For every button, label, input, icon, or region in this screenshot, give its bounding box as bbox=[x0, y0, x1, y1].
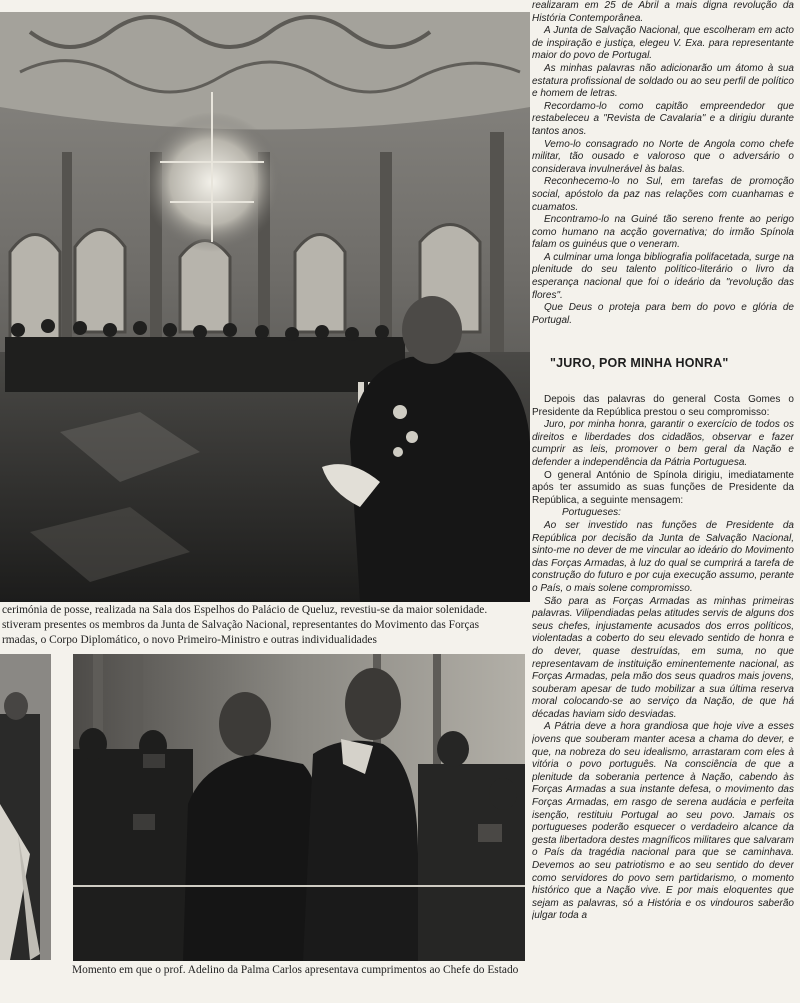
article-paragraph: O general António de Spínola dirigiu, imediatamente após ter assumido as suas funções de Presidente da República, a seguinte mensagem: bbox=[532, 469, 794, 506]
article-paragraph: Depois das palavras do general Costa Gomes o Presidente da República prestou o seu compromisso: bbox=[532, 394, 794, 418]
article-paragraph: A Junta de Salvação Nacional, que escolheram em acto de inspiração e justiça, elegeu V. Exa. para representante maior do povo de Portugal. bbox=[532, 25, 794, 62]
article-paragraph: Encontramo-lo na Guiné tão sereno frente ao perigo como humano na acção governativa; do irmão Spínola falam os guinéus que o veneram. bbox=[532, 214, 794, 251]
salutation: Portugueses: bbox=[562, 507, 621, 519]
article-paragraph: A culminar uma longa bibliografia polifacetada, surge na plenitude do seu talento político-literário o livro da esperança nacional que foi o ideário da "revolução das flores". bbox=[532, 251, 794, 301]
article-paragraph: Vemo-lo consagrado no Norte de Angola como chefe militar, tão ousado e valoroso que o adversário o considerava invulnerável às balas. bbox=[532, 138, 794, 175]
article-paragraph: Reconhecemo-lo no Sul, em tarefas de promoção social, apóstolo da paz nas relações com cuanhamas e cuamatos. bbox=[532, 176, 794, 213]
left-edge-photo bbox=[0, 654, 51, 960]
article-paragraph: Que Deus o proteja para bem do povo e glória de Portugal. bbox=[532, 302, 794, 326]
caption-line: cerimónia de posse, realizada na Sala dos Espelhos do Palácio de Queluz, revestiu-se da maior solenidade. bbox=[2, 604, 488, 616]
greeting-illustration bbox=[73, 654, 525, 961]
article-text-column bbox=[532, 0, 794, 1003]
photographer-fragment-illustration bbox=[0, 654, 51, 960]
oath-paragraph: Juro, por minha honra, garantir o exercício de todos os direitos e liberdades dos cidadãos, observar e fazer cumprir as leis, promover o bem geral da Nação e defender a independência da Pátria Portuguesa. bbox=[532, 419, 794, 468]
message-paragraph: A Pátria deve a hora grandiosa que hoje vive a esses jovens que souberam manter acesa a chama do dever, e que, na nobreza do seu idealismo, arrastaram com eles à vitória o povo português. Na consciência de que a plenitude da soberania pertence à Nação, cabendo às Forças Armadas a sua instante defesa, o movimento das Forças Armadas, em rasgo de serena audácia e perfeita isenção, restituiu Portugal ao seu povo. Jamais os portugueses poderão esquecer o verdadeiro alcance da gesta libertadora destes magníficos militares que salvaram o País da tragédia nacional para que se caminhava. Devemos ao seu patriotismo e ao seu sentido do dever como servidores do povo sem partidarismo, o momento histórico que a Nação vive. E por mais eloquentes que sejam as palavras, só a História e os vindouros saberão julgar toda a bbox=[532, 721, 794, 922]
ceremony-hall-photo bbox=[0, 12, 530, 602]
bottom-photo-caption: Momento em que o prof. Adelino da Palma Carlos apresentava cumprimentos ao Chefe do Estado bbox=[72, 964, 519, 976]
greeting-photo bbox=[73, 654, 525, 961]
ceremony-hall-illustration bbox=[0, 12, 530, 602]
main-photo-caption bbox=[2, 603, 530, 648]
section-heading: "JURO, POR MINHA HONRA" bbox=[550, 356, 729, 371]
article-paragraph: As minhas palavras não adicionarão um átomo à sua estatura profissional de soldado ou ao seu perfil de político e homem de letras. bbox=[532, 62, 794, 100]
caption-line: stiveram presentes os membros da Junta de Salvação Nacional, representantes do Movimento das Forças bbox=[2, 619, 480, 631]
article-paragraph: Recordamo-lo como capitão empreendedor que restabeleceu a "Revista de Cavalaria" e a dirigiu durante tantos anos. bbox=[532, 100, 794, 137]
article-paragraph: realizaram em 25 de Abril a mais digna revolução da História Contemporânea. bbox=[532, 0, 794, 24]
message-paragraph: São para as Forças Armadas as minhas primeiras palavras. Vilipendiadas pelas atitudes servis de alguns dos seus chefes, injustamente acusados dos erros políticos, violentadas a coberto do seu elevado sentido de honra e do dever, quase destruídas, em suma, no que representavam de instituição eminentemente nacional, as Forças Armadas, pela mão dos seus quadros mais jovens, souberam apesar de tudo mobilizar a sua última reserva moral colocando-se ao serviço da Nação, de que há décadas haviam sido desviadas. bbox=[532, 595, 794, 720]
caption-line: rmadas, o Corpo Diplomático, o novo Primeiro-Ministro e outras individualidades bbox=[2, 634, 377, 646]
message-paragraph: Ao ser investido nas funções de Presidente da República por decisão da Junta de Salvação Nacional, sinto-me no dever de me vincular ao ideário do Movimento das Forças Armadas, à luz do qual se cumprirá a tarefa de construção do futuro e por cuja execução assumo, perante o País, o mais solene compromisso. bbox=[532, 519, 794, 594]
